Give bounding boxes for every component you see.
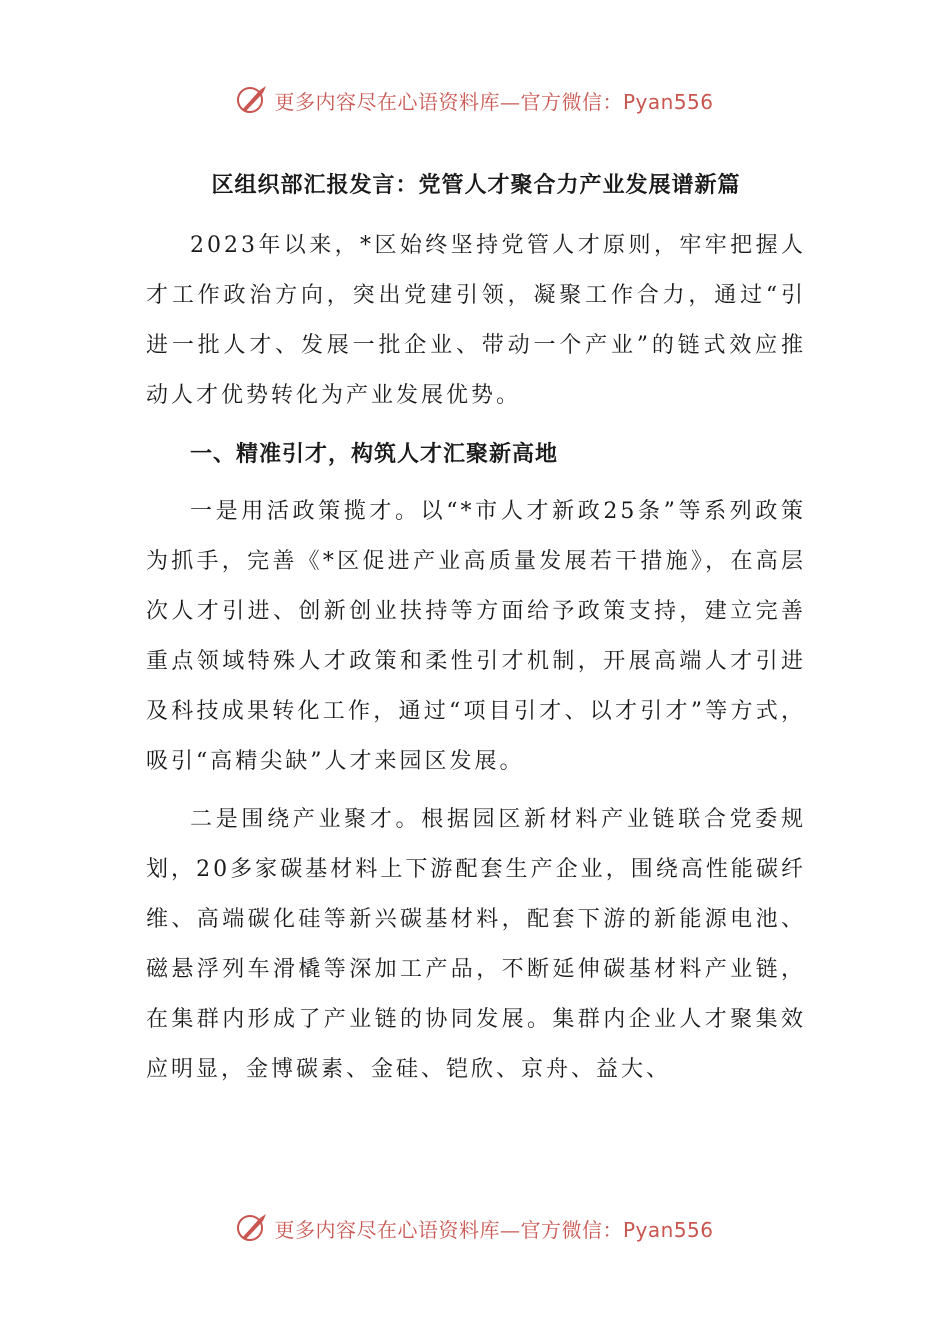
- document-title: 区组织部汇报发言：党管人才聚合力产业发展谱新篇: [211, 172, 741, 198]
- quill-pen-icon: [236, 84, 268, 116]
- watermark-footer: [0, 1212, 950, 1244]
- quill-pen-icon: [236, 1212, 268, 1244]
- paragraph-policy: 一是用活政策揽才。以“*市人才新政25条”等系列政策为抓手，完善《*区促进产业高质量发展若干措施》，在高层次人才引进、创新创业扶持等方面给予政策支持，建立完善重点领域特殊人才政策和柔性引才机制，开展高端人才引进及科技成果转化工作，通过“项目引才、以才引才”等方式，吸引“高精尖缺”人才来园区发展。: [146, 499, 806, 774]
- section-heading: 一、精准引才，构筑人才汇聚新高地: [190, 441, 559, 467]
- intro-paragraph: 2023年以来，*区始终坚持党管人才原则，牢牢把握人才工作政治方向，突出党建引领，凝聚工作合力，通过“引进一批人才、发展一批企业、带动一个产业”的链式效应推动人才优势转化为产业发展优势。: [146, 233, 806, 408]
- watermark-header: [0, 84, 950, 116]
- watermark-text: 更多内容尽在心语资料库—官方微信：Pyan556: [274, 1217, 714, 1242]
- document-body: [146, 168, 806, 1103]
- paragraph-industry: 二是围绕产业聚才。根据园区新材料产业链联合党委规划，20多家碳基材料上下游配套生产企业，围绕高性能碳纤维、高端碳化硅等新兴碳基材料，配套下游的新能源电池、磁悬浮列车滑橇等深加工产品，不断延伸碳基材料产业链，在集群内形成了产业链的协同发展。集群内企业人才聚集效应明显，金博碳素、金硅、铠欣、京舟、益大、: [146, 807, 806, 1082]
- watermark-text: 更多内容尽在心语资料库—官方微信：Pyan556: [274, 89, 714, 114]
